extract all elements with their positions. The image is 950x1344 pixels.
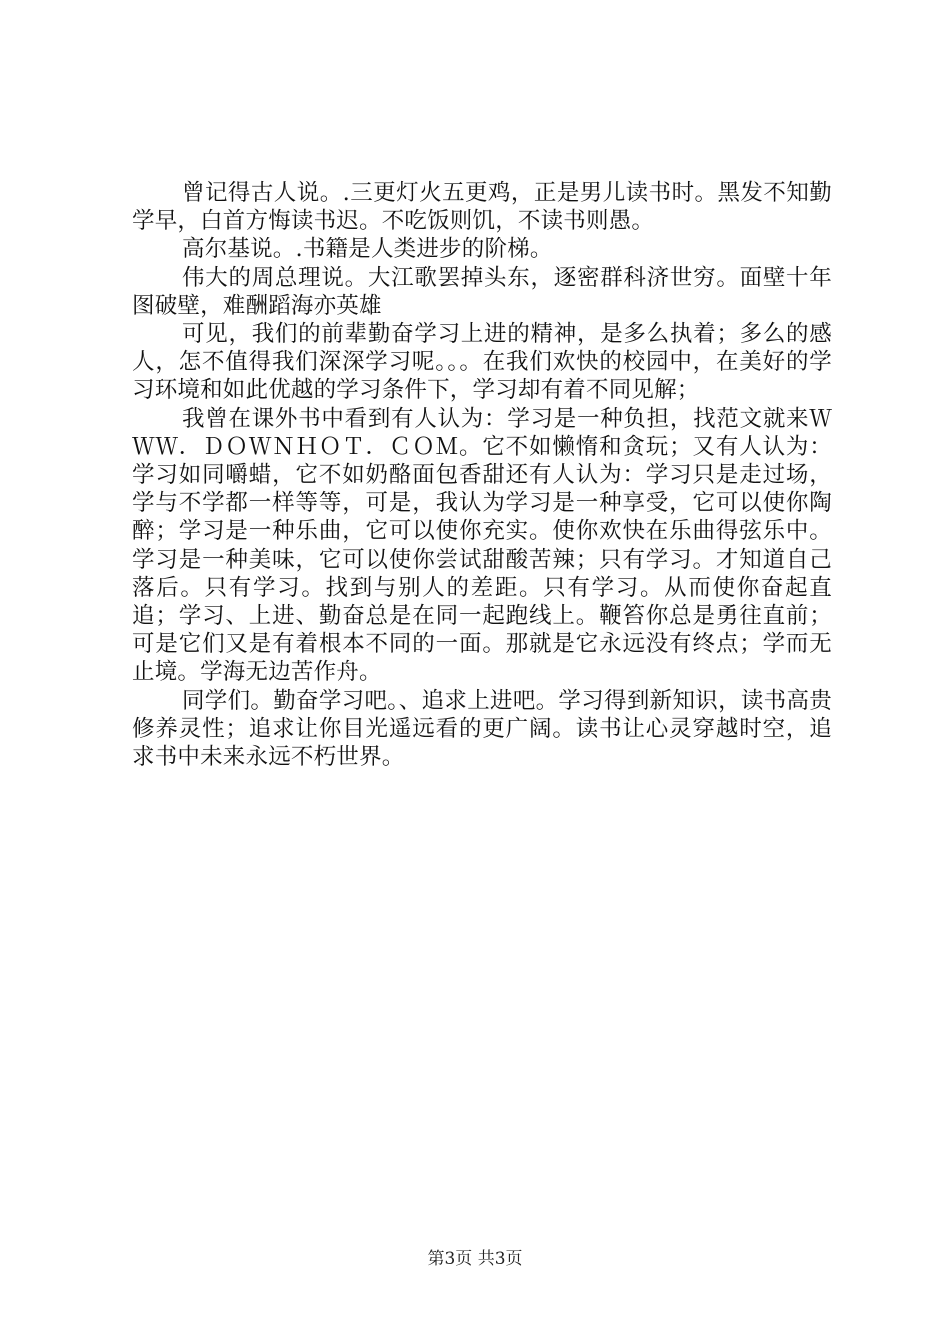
page-number-footer: 第3页 共3页 [427, 1249, 523, 1269]
paragraph-closing-call: 同学们。勤奋学习吧。、追求上进吧。学习得到新知识，读书高贵修养灵性；追求让你目光遥远看的更广阔。读书让心灵穿越时空，追求书中未来永远不朽世界。 [132, 687, 832, 771]
paragraph-views-on-learning: 我曾在课外书中看到有人认为：学习是一种负担，找范文就来ＷＷＷ．ＤＯＷＮＨＯＴ．ＣＯＭ。它不如懒惰和贪玩；又有人认为：学习如同嚼蜡，它不如奶酪面包香甜还有人认为：学习只是走过场，学与不学都一样等等，可是，我认为学习是一种享受，它可以使你陶醉；学习是一种乐曲，它可以使你充实。使你欢快在乐曲得弦乐中。学习是一种美味，它可以使你尝试甜酸苦辣；只有学习。才知道自己落后。只有学习。找到与别人的差距。只有学习。从而使你奋起直追；学习、上进、勤奋总是在同一起跑线上。鞭笞你总是勇往直前；可是它们又是有着根本不同的一面。那就是它永远没有终点；学而无止境。学海无边苦作舟。 [132, 405, 832, 686]
paragraph-predecessors: 可见，我们的前辈勤奋学习上进的精神，是多么执着；多么的感人，怎不值得我们深深学习呢。。。在我们欢快的校园中，在美好的学习环境和如此优越的学习条件下，学习却有着不同见解； [132, 321, 832, 404]
paragraph-gorky-quote: 高尔基说。.书籍是人类进步的阶梯。 [182, 236, 553, 263]
document-body [132, 179, 832, 771]
paragraph-ancient-saying: 曾记得古人说。.三更灯火五更鸡，正是男儿读书时。黑发不知勤学早，白首方悔读书迟。不吃饭则饥，不读书则愚。 [132, 180, 832, 235]
paragraph-zhou-poem: 伟大的周总理说。大江歌罢掉头东，逐密群科济世穷。面壁十年图破壁，难酬蹈海亦英雄 [132, 264, 832, 319]
